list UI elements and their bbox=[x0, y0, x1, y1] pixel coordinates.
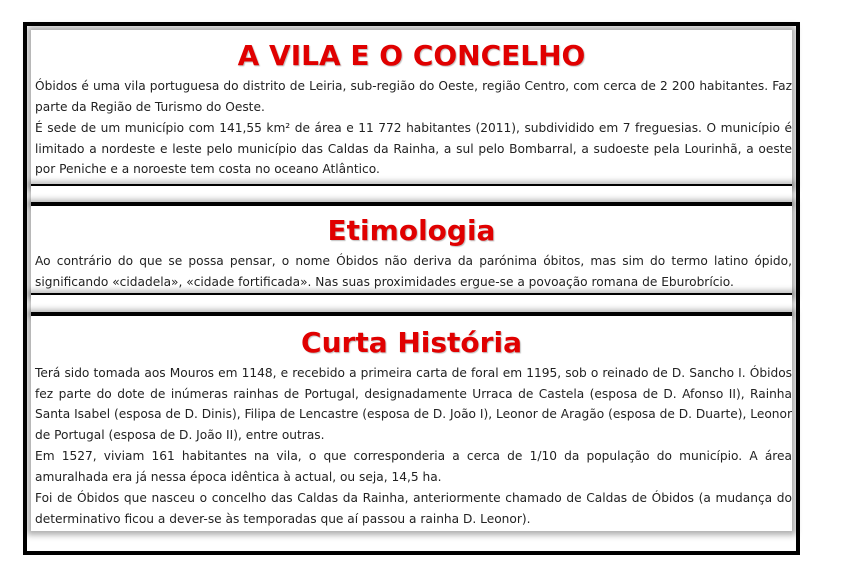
paragraph: Terá sido tomada aos Mouros em 1148, e recebido a primeira carta de foral em 1195, sob o reinado de D. Sancho I. Óbidos fez parte do dote de inúmeras rainhas de Portugal, designadamente Urraca de Castela (esposa de D. Afonso II), Rainha Santa Isabel (esposa de D. Dinis), Filipa de Lencastre (esposa de D. João I), Leonor de Aragão (esposa de D. Duarte), Leonor de Portugal (esposa de D. João II), entre outras. bbox=[35, 366, 792, 442]
section-title: Curta História bbox=[301, 326, 522, 359]
paragraph: Em 1527, viviam 161 habitantes na vila, o que corresponderia a cerca de 1/10 da população do município. A área amuralhada era já nessa época idêntica à actual, ou seja, 14,5 ha. bbox=[35, 449, 792, 484]
document-frame bbox=[23, 22, 800, 555]
paragraph: Foi de Óbidos que nasceu o concelho das Caldas da Rainha, anteriormente chamado de Caldas de Óbidos (a mudança do determinativo ficou a dever-se às temporadas que aí passou a rainha D. Leonor). bbox=[35, 491, 792, 526]
section-title: Etimologia bbox=[327, 214, 496, 247]
section-title: A VILA E O CONCELHO bbox=[237, 39, 586, 72]
section-etimologia bbox=[31, 204, 792, 295]
section-divider bbox=[31, 184, 792, 204]
section-divider bbox=[31, 293, 792, 314]
section-curta-historia bbox=[31, 314, 792, 531]
paragraph: Ao contrário do que se possa pensar, o nome Óbidos não deriva da parónima óbitos, mas sim do termo latino ópido, significando «cidadela», «cidade fortificada». Nas suas proximidades ergue-se a povoação romana de Eburobrício. bbox=[35, 254, 792, 289]
section-vila-concelho bbox=[31, 30, 792, 186]
paragraph: É sede de um município com 141,55 km² de área e 11 772 habitantes (2011), subdividido em 7 freguesias. O município é limitado a nordeste e leste pelo município das Caldas da Rainha, a sul pelo Bombarral, a sudoeste pela Lourinhã, a oeste por Peniche e a noroeste tem costa no oceano Atlântico. bbox=[35, 121, 792, 176]
paragraph: Óbidos é uma vila portuguesa do distrito de Leiria, sub-região do Oeste, região Centro, com cerca de 2 200 habitantes. Faz parte da Região de Turismo do Oeste. bbox=[35, 79, 792, 114]
